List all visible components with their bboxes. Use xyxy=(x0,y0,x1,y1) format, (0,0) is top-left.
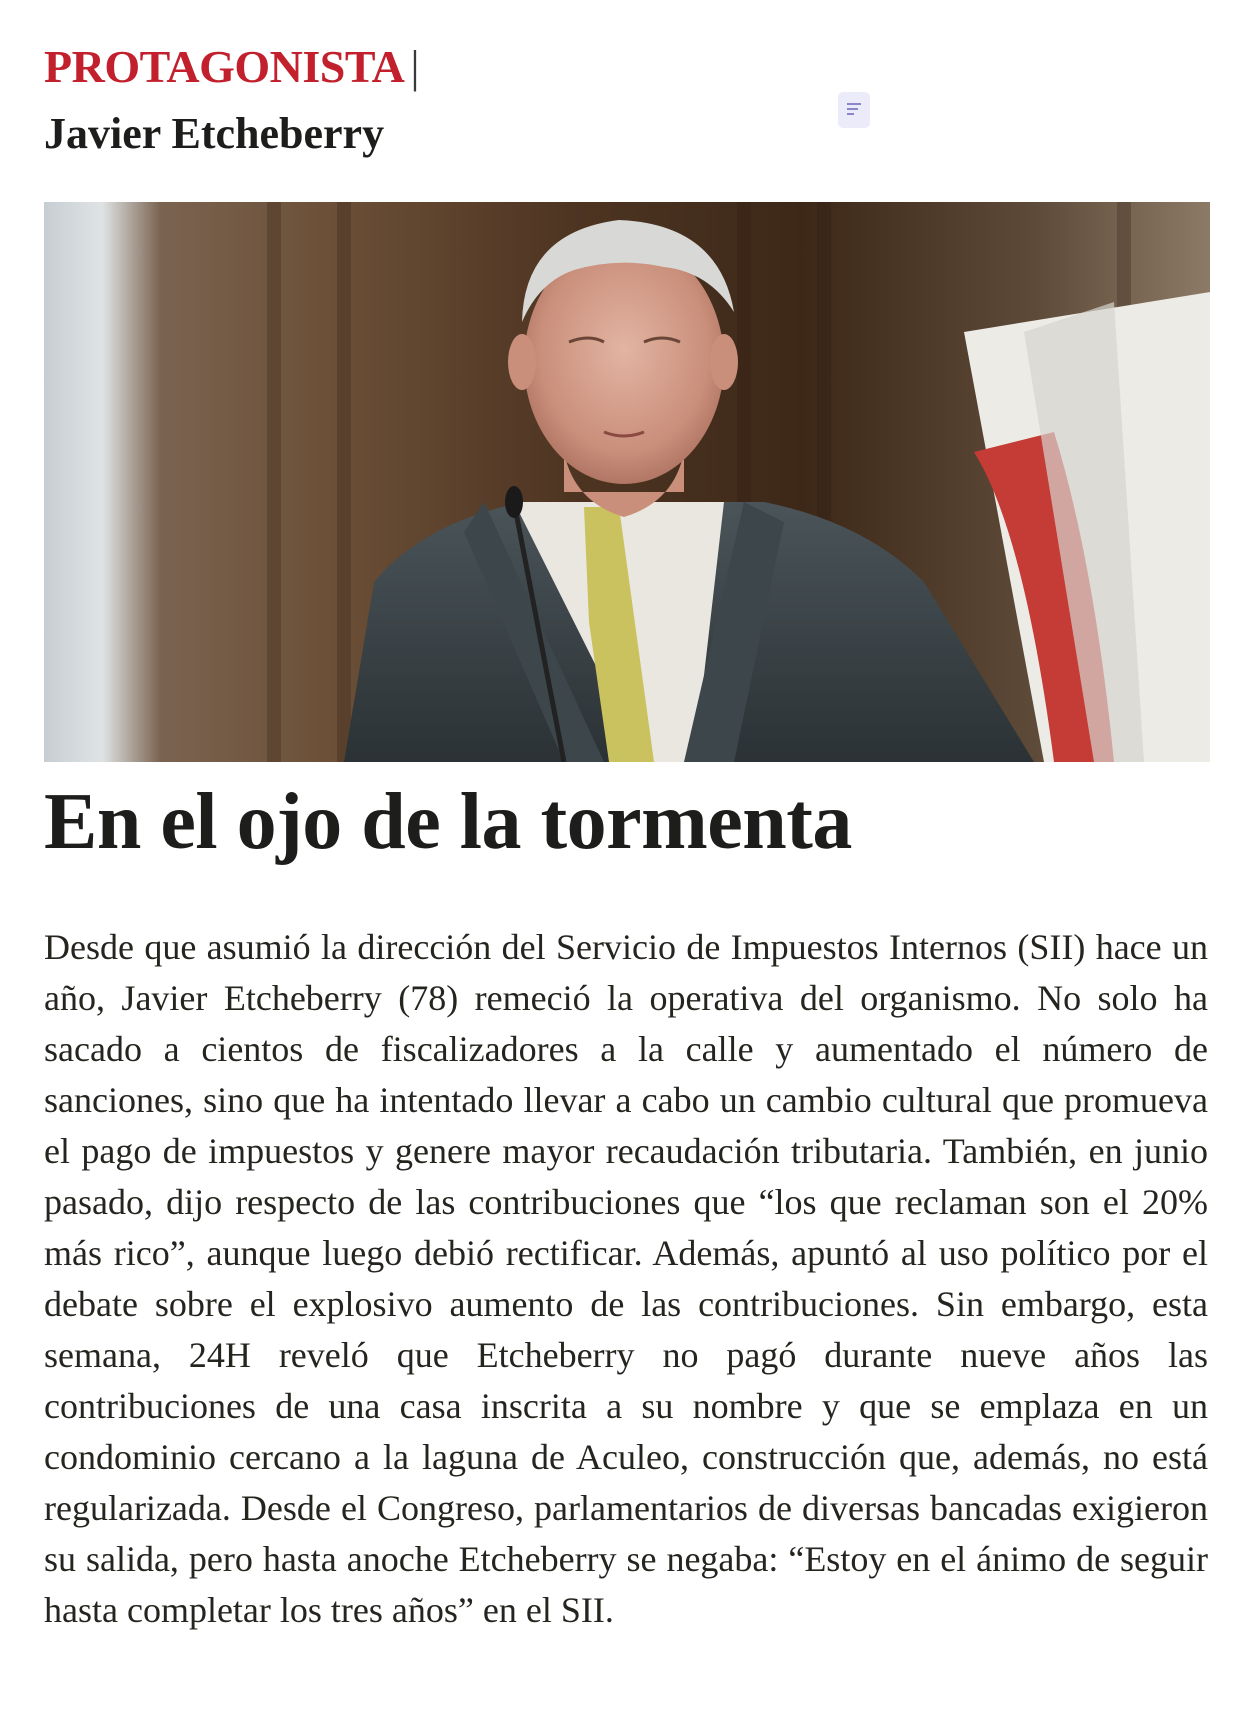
kicker-label: PROTAGONISTA xyxy=(44,41,405,92)
kicker-separator: | xyxy=(410,41,420,92)
protagonist-name: Javier Etcheberry xyxy=(44,109,385,158)
article-headline: En el ojo de la tormenta xyxy=(44,778,852,866)
note-lines-icon[interactable] xyxy=(838,92,870,128)
portrait-photo xyxy=(44,202,1210,762)
section-kicker xyxy=(44,41,420,92)
article-body: Desde que asumió la dirección del Servicio de Impuestos Internos (SII) hace un año, Javier Etcheberry (78) remeció la operativa del organismo. No solo ha sacado a cientos de fiscalizadores a la calle y aumentado el número de sanciones, sino que ha intentado llevar a cabo un cambio cultural que promueva el pago de impuestos y genere mayor recaudación tributaria. También, en junio pasado, dijo respecto de las contribuciones que “los que reclaman son el 20% más rico”, aunque luego debió rectificar. Además, apuntó al uso político por el debate sobre el explosivo aumento de las contribuciones. Sin embargo, esta semana, 24H reveló que Etcheberry no pagó durante nueve años las contribuciones de una casa inscrita a su nombre y que se emplaza en un condominio cercano a la laguna de Aculeo, construcción que, además, no está regularizada. Desde el Congreso, parlamentarios de diversas bancadas exigieron su salida, pero hasta anoche Etcheberry se negaba: “Estoy en el ánimo de seguir hasta completar los tres años” en el SII. xyxy=(44,927,1208,1630)
